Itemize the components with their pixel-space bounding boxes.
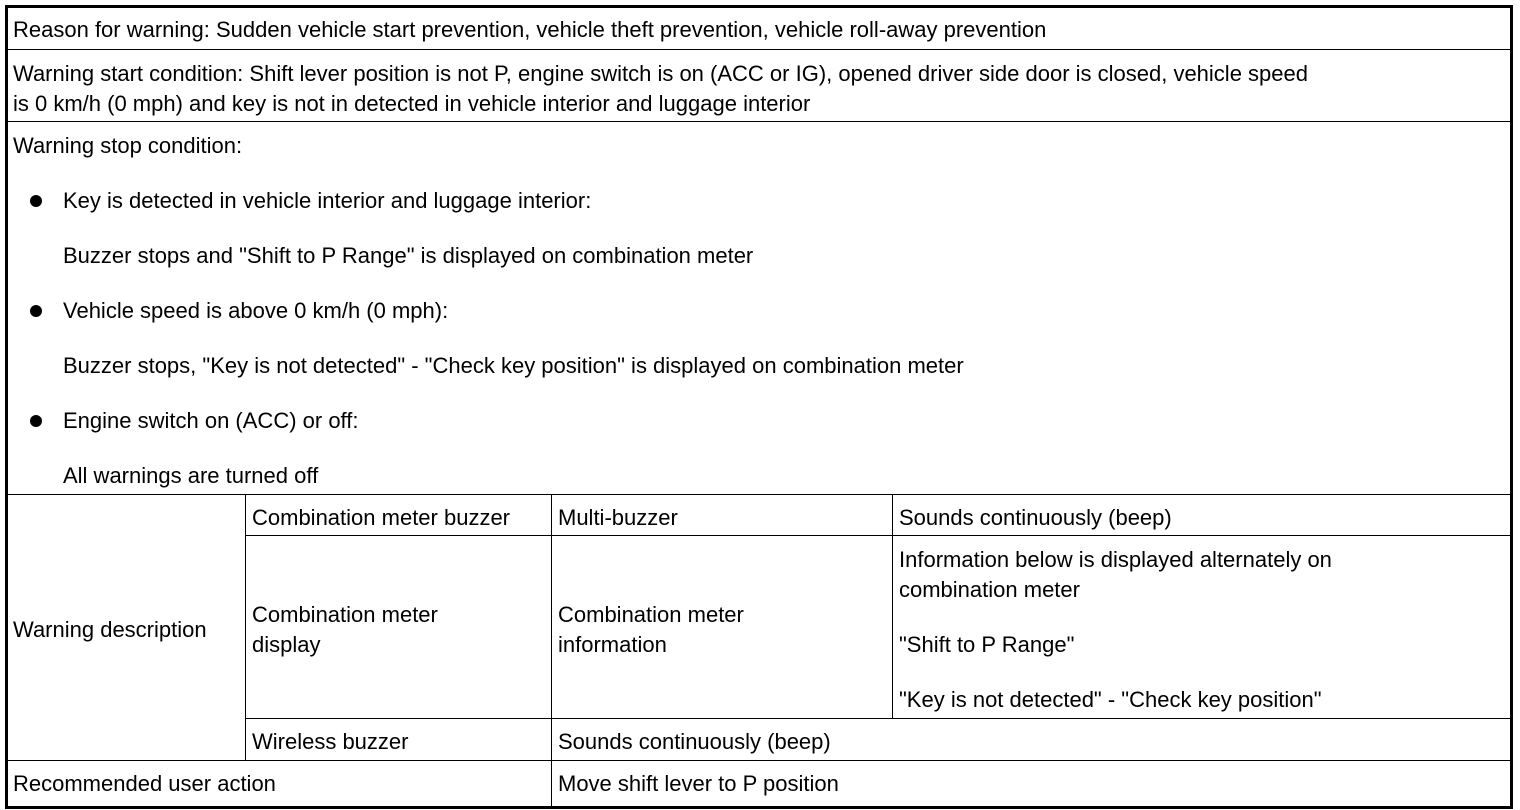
stop-condition-heading: Warning stop condition: (13, 133, 243, 158)
type-cell: Combination meter (558, 602, 744, 627)
output-cell: Sounds continuously (beep) (899, 505, 1172, 530)
stop-condition-result: Buzzer stops, "Key is not detected" - "Check key position" is displayed on combination meter (63, 353, 964, 378)
output-cell: Information below is displayed alternately on (899, 547, 1332, 572)
warning-table (5, 5, 1513, 809)
divider (8, 121, 1510, 122)
output-cell: combination meter (899, 577, 1080, 602)
divider (245, 535, 1510, 536)
output-cell: Sounds continuously (beep) (558, 729, 831, 754)
divider (892, 494, 893, 719)
start-condition-line1: Warning start condition: Shift lever position is not P, engine switch is on (ACC or IG), opened driver side door is closed, vehicle speed (13, 61, 1308, 86)
stop-condition-item: Vehicle speed is above 0 km/h (0 mph): (63, 298, 449, 323)
output-cell: "Key is not detected" - "Check key position" (899, 687, 1322, 712)
stop-condition-item: Engine switch on (ACC) or off: (63, 408, 359, 433)
bullet-icon (30, 305, 42, 317)
bullet-icon (30, 415, 42, 427)
divider (8, 760, 1510, 761)
divider (8, 49, 1510, 50)
stop-condition-item: Key is detected in vehicle interior and luggage interior: (63, 188, 592, 213)
device-cell: Combination meter (252, 602, 438, 627)
reason-text: Reason for warning: Sudden vehicle start prevention, vehicle theft prevention, vehicle roll-away prevention (13, 17, 1047, 42)
action-label: Recommended user action (13, 771, 276, 796)
device-cell: Wireless buzzer (252, 729, 409, 754)
device-cell: Combination meter buzzer (252, 505, 511, 530)
stop-condition-result: Buzzer stops and "Shift to P Range" is displayed on combination meter (63, 243, 754, 268)
warning-description-label: Warning description (13, 617, 207, 642)
type-cell: information (558, 632, 667, 657)
divider (8, 494, 1510, 495)
device-cell: display (252, 632, 321, 657)
bullet-icon (30, 195, 42, 207)
output-cell: "Shift to P Range" (899, 632, 1075, 657)
type-cell: Multi-buzzer (558, 505, 678, 530)
start-condition-line2: is 0 km/h (0 mph) and key is not in detected in vehicle interior and luggage interior (13, 91, 811, 116)
action-value: Move shift lever to P position (558, 771, 839, 796)
divider (245, 718, 1510, 719)
stop-condition-result: All warnings are turned off (63, 463, 319, 488)
